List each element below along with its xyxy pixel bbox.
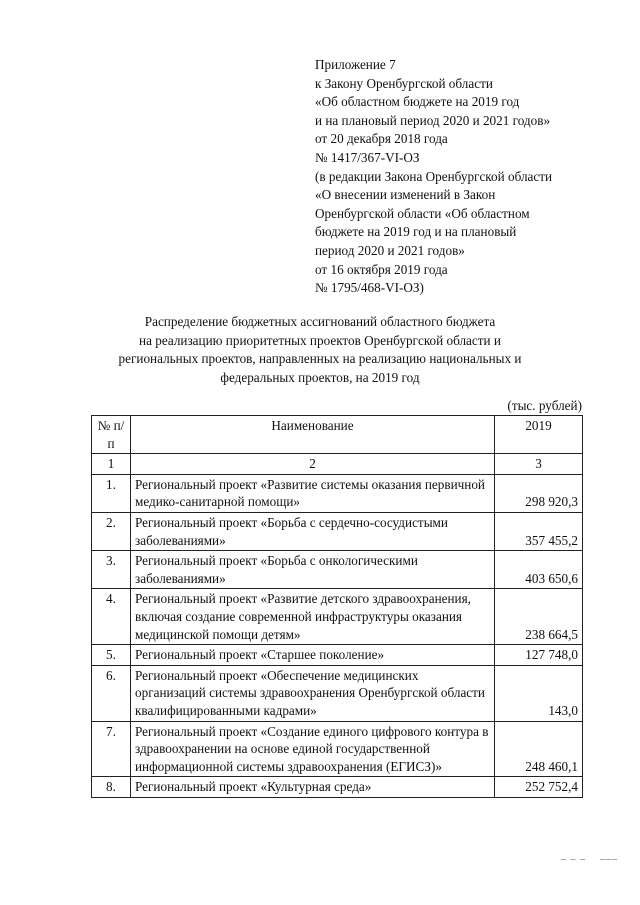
row-name: Региональный проект «Развитие детского здравоохранения, включая создание современной инфраструктуры оказания медицинской помощи детям» — [131, 589, 495, 645]
appendix-line: период 2020 и 2021 годов» — [315, 242, 465, 258]
colnum-1: 1 — [92, 454, 131, 475]
header-num: № п/п — [92, 416, 131, 454]
scan-marks: ‒ ‒ ‒ ‒‒‒ — [561, 854, 618, 865]
row-value: 298 920,3 — [495, 474, 583, 512]
row-value: 357 455,2 — [495, 512, 583, 550]
table-row — [92, 645, 583, 666]
document-title — [100, 313, 540, 387]
row-value: 248 460,1 — [495, 721, 583, 777]
row-name: Региональный проект «Старшее поколение» — [131, 645, 495, 666]
appendix-line: Оренбургской области «Об областном — [315, 205, 530, 221]
row-number: 5. — [92, 645, 131, 666]
row-number: 8. — [92, 777, 131, 798]
units-label: (тыс. рублей) — [507, 398, 582, 413]
row-number: 6. — [92, 665, 131, 721]
title-line: федеральных проектов, на 2019 год — [220, 369, 420, 385]
table-row — [92, 512, 583, 550]
row-name: Региональный проект «Борьба с онкологическими заболеваниями» — [131, 551, 495, 589]
row-value: 127 748,0 — [495, 645, 583, 666]
appendix-line: от 20 декабря 2018 года — [315, 131, 448, 147]
table-row — [92, 777, 583, 798]
row-name: Региональный проект «Развитие системы оказания первичной медико-санитарной помощи» — [131, 474, 495, 512]
header-name: Наименование — [131, 416, 495, 454]
appendix-block — [315, 56, 552, 298]
row-number: 7. — [92, 721, 131, 777]
row-number: 3. — [92, 551, 131, 589]
table-row — [92, 721, 583, 777]
row-number: 4. — [92, 589, 131, 645]
row-value: 403 650,6 — [495, 551, 583, 589]
appendix-line: (в редакции Закона Оренбургской области — [315, 168, 553, 184]
appendix-line: «Об областном бюджете на 2019 год — [315, 94, 520, 110]
row-name: Региональный проект «Борьба с сердечно-сосудистыми заболеваниями» — [131, 512, 495, 550]
appendix-line: и на плановый период 2020 и 2021 годов» — [315, 112, 551, 128]
table-row — [92, 474, 583, 512]
row-number: 2. — [92, 512, 131, 550]
appendix-line: Приложение 7 — [315, 57, 396, 72]
title-line: на реализацию приоритетных проектов Оренбургской области и — [139, 332, 501, 348]
row-name: Региональный проект «Обеспечение медицинских организаций системы здравоохранения Оренбургской области квалифицированными кадрами» — [131, 665, 495, 721]
row-name: Региональный проект «Культурная среда» — [131, 777, 495, 798]
table-header-row — [92, 416, 583, 454]
table-row — [92, 665, 583, 721]
colnum-3: 3 — [495, 454, 583, 475]
colnum-2: 2 — [131, 454, 495, 475]
header-year: 2019 — [495, 416, 583, 454]
column-number-row — [92, 454, 583, 475]
row-name: Региональный проект «Создание единого цифрового контура в здравоохранении на основе единой государственной информационной системы здравоохранения (ЕГИСЗ)» — [131, 721, 495, 777]
row-number: 1. — [92, 474, 131, 512]
appendix-line: № 1795/468-VI-ОЗ) — [315, 280, 424, 296]
table-row — [92, 551, 583, 589]
budget-table — [91, 415, 583, 798]
row-value: 238 664,5 — [495, 589, 583, 645]
row-value: 143,0 — [495, 665, 583, 721]
title-line: региональных проектов, направленных на реализацию национальных и — [118, 351, 522, 367]
table-row — [92, 589, 583, 645]
appendix-line: от 16 октября 2019 года — [315, 261, 448, 277]
appendix-line: к Закону Оренбургской области — [315, 75, 493, 91]
appendix-line: бюджете на 2019 год и на плановый — [315, 224, 517, 240]
appendix-line: «О внесении изменений в Закон — [315, 187, 496, 203]
title-line: Распределение бюджетных ассигнований областного бюджета — [144, 314, 496, 329]
appendix-line: № 1417/367-VI-ОЗ — [315, 149, 420, 165]
row-value: 252 752,4 — [495, 777, 583, 798]
